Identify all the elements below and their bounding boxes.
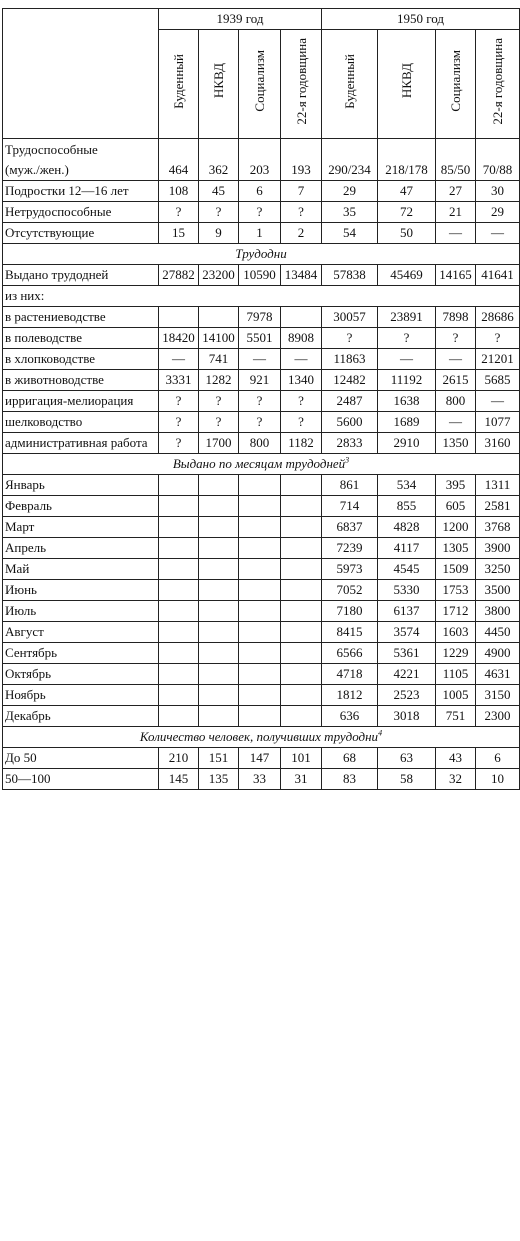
data-cell: 21201: [476, 349, 520, 370]
table-row: [3, 370, 520, 391]
data-cell: [199, 664, 239, 685]
data-cell: [281, 664, 322, 685]
row-label: Июль: [3, 601, 159, 622]
col-header: 22-я годовщина: [476, 30, 520, 139]
row-label: [3, 139, 159, 181]
row-label: ирригация-мелиорация: [3, 391, 159, 412]
data-cell: 290/234: [322, 139, 378, 181]
data-cell: ?: [159, 202, 199, 223]
data-cell: 23891: [378, 307, 436, 328]
data-cell: [281, 517, 322, 538]
data-cell: 29: [476, 202, 520, 223]
data-cell: [159, 559, 199, 580]
data-cell: 1200: [436, 517, 476, 538]
corner-cell: [3, 9, 159, 139]
row-label: Апрель: [3, 538, 159, 559]
table-row: [3, 769, 520, 790]
data-cell: —: [436, 412, 476, 433]
data-cell: [281, 496, 322, 517]
data-cell: 3250: [476, 559, 520, 580]
data-cell: ?: [281, 391, 322, 412]
data-cell: [159, 622, 199, 643]
section-title-text: Выдано по месяцам трудодней: [172, 456, 346, 471]
data-cell: 4450: [476, 622, 520, 643]
data-cell: 68: [322, 748, 378, 769]
data-cell: 6566: [322, 643, 378, 664]
row-label: в растениеводстве: [3, 307, 159, 328]
data-cell: 7239: [322, 538, 378, 559]
row-label: Январь: [3, 475, 159, 496]
data-cell: ?: [159, 391, 199, 412]
data-cell: 10: [476, 769, 520, 790]
data-cell: 14165: [436, 265, 476, 286]
data-cell: ?: [436, 328, 476, 349]
document-page: [2, 8, 520, 790]
table-row: [3, 706, 520, 727]
data-cell: 70/88: [476, 139, 520, 181]
data-cell: 3500: [476, 580, 520, 601]
data-cell: 41641: [476, 265, 520, 286]
data-cell: 741: [199, 349, 239, 370]
data-cell: 135: [199, 769, 239, 790]
data-cell: 28686: [476, 307, 520, 328]
data-cell: 605: [436, 496, 476, 517]
row-label: Август: [3, 622, 159, 643]
data-cell: [199, 706, 239, 727]
data-cell: [281, 685, 322, 706]
row-label: административная работа: [3, 433, 159, 454]
data-cell: 4117: [378, 538, 436, 559]
data-cell: 3768: [476, 517, 520, 538]
section-trudodni-row: [3, 244, 520, 265]
data-cell: 4718: [322, 664, 378, 685]
data-cell: [239, 538, 281, 559]
data-cell: 5600: [322, 412, 378, 433]
data-cell: 4631: [476, 664, 520, 685]
data-cell: 8908: [281, 328, 322, 349]
table-row: [3, 559, 520, 580]
data-cell: 5361: [378, 643, 436, 664]
data-cell: 636: [322, 706, 378, 727]
data-cell: [199, 475, 239, 496]
data-cell: [159, 538, 199, 559]
data-cell: 83: [322, 769, 378, 790]
data-cell: [239, 622, 281, 643]
data-cell: 63: [378, 748, 436, 769]
data-cell: 800: [239, 433, 281, 454]
data-cell: 45469: [378, 265, 436, 286]
table-body: [3, 139, 520, 790]
data-cell: 145: [159, 769, 199, 790]
data-cell: 1712: [436, 601, 476, 622]
data-cell: 362: [199, 139, 239, 181]
data-cell: [199, 643, 239, 664]
data-cell: [199, 496, 239, 517]
data-cell: [199, 538, 239, 559]
table-row: [3, 391, 520, 412]
data-cell: 7180: [322, 601, 378, 622]
data-cell: 4828: [378, 517, 436, 538]
table-row: [3, 349, 520, 370]
data-cell: 1603: [436, 622, 476, 643]
data-cell: 29: [322, 181, 378, 202]
data-cell: [199, 307, 239, 328]
table-row: [3, 475, 520, 496]
data-cell: [281, 475, 322, 496]
data-cell: —: [436, 349, 476, 370]
table-row: [3, 412, 520, 433]
data-cell: 27882: [159, 265, 199, 286]
year-1939-header: 1939 год: [159, 9, 322, 30]
data-cell: 33: [239, 769, 281, 790]
data-cell: 35: [322, 202, 378, 223]
data-cell: 23200: [199, 265, 239, 286]
data-cell: 72: [378, 202, 436, 223]
data-cell: 2615: [436, 370, 476, 391]
data-cell: ?: [239, 391, 281, 412]
data-cell: 6: [239, 181, 281, 202]
data-cell: [239, 643, 281, 664]
data-cell: 1340: [281, 370, 322, 391]
section-people-title: [3, 727, 520, 748]
data-cell: [159, 475, 199, 496]
row-label: Март: [3, 517, 159, 538]
data-cell: [159, 664, 199, 685]
data-cell: ?: [281, 412, 322, 433]
data-cell: [281, 307, 322, 328]
data-cell: 2487: [322, 391, 378, 412]
data-cell: 54: [322, 223, 378, 244]
section-title-text: Трудодни: [235, 246, 287, 261]
row-label: в полеводстве: [3, 328, 159, 349]
col-header: Буденный: [322, 30, 378, 139]
table-row: [3, 538, 520, 559]
data-cell: ?: [281, 202, 322, 223]
table-row: [3, 223, 520, 244]
data-cell: 10590: [239, 265, 281, 286]
data-cell: 3900: [476, 538, 520, 559]
table-row: [3, 139, 520, 181]
data-cell: 21: [436, 202, 476, 223]
data-cell: —: [281, 349, 322, 370]
data-cell: [199, 559, 239, 580]
data-cell: [199, 580, 239, 601]
col-header: 22-я годовщина: [281, 30, 322, 139]
section-months-row: [3, 454, 520, 475]
data-cell: 5685: [476, 370, 520, 391]
data-cell: ?: [239, 412, 281, 433]
data-cell: 1005: [436, 685, 476, 706]
footnote-marker: 4: [378, 728, 383, 738]
data-cell: [159, 601, 199, 622]
data-cell: [159, 517, 199, 538]
data-cell: 1812: [322, 685, 378, 706]
data-cell: 101: [281, 748, 322, 769]
row-label: До 50: [3, 748, 159, 769]
data-cell: 534: [378, 475, 436, 496]
data-cell: [281, 538, 322, 559]
row-label: в хлопководстве: [3, 349, 159, 370]
kolkhoz-data-table: [2, 8, 520, 790]
row-label: Подростки 12—16 лет: [3, 181, 159, 202]
row-label: 50—100: [3, 769, 159, 790]
row-label: Сентябрь: [3, 643, 159, 664]
data-cell: 1: [239, 223, 281, 244]
data-cell: ?: [476, 328, 520, 349]
data-cell: 395: [436, 475, 476, 496]
data-cell: —: [476, 223, 520, 244]
row-label-line: (муж./жен.): [5, 162, 69, 177]
data-cell: [159, 685, 199, 706]
data-cell: 1638: [378, 391, 436, 412]
section-title-text: Количество человек, получивших трудодни: [139, 729, 379, 744]
data-cell: 1229: [436, 643, 476, 664]
data-cell: 4221: [378, 664, 436, 685]
table-row: [3, 601, 520, 622]
data-cell: 751: [436, 706, 476, 727]
data-cell: [239, 517, 281, 538]
data-cell: [159, 307, 199, 328]
data-cell: 3150: [476, 685, 520, 706]
data-cell: 203: [239, 139, 281, 181]
section-people-row: [3, 727, 520, 748]
data-cell: 861: [322, 475, 378, 496]
row-label: из них:: [3, 286, 520, 307]
data-cell: [281, 601, 322, 622]
data-cell: 2833: [322, 433, 378, 454]
data-cell: 45: [199, 181, 239, 202]
data-cell: 18420: [159, 328, 199, 349]
data-cell: 1689: [378, 412, 436, 433]
data-cell: 1700: [199, 433, 239, 454]
data-cell: 2581: [476, 496, 520, 517]
data-cell: [239, 475, 281, 496]
data-cell: 4545: [378, 559, 436, 580]
table-row: [3, 181, 520, 202]
data-cell: 7052: [322, 580, 378, 601]
data-cell: 3800: [476, 601, 520, 622]
row-label: Нетрудоспособные: [3, 202, 159, 223]
data-cell: [239, 496, 281, 517]
row-label: Ноябрь: [3, 685, 159, 706]
table-row: [3, 664, 520, 685]
data-cell: 31: [281, 769, 322, 790]
data-cell: [281, 706, 322, 727]
data-cell: [239, 601, 281, 622]
data-cell: 2910: [378, 433, 436, 454]
col-header: Социализм: [239, 30, 281, 139]
section-months-title: [3, 454, 520, 475]
table-row: [3, 622, 520, 643]
row-label: Июнь: [3, 580, 159, 601]
data-cell: 193: [281, 139, 322, 181]
data-cell: ?: [159, 412, 199, 433]
data-cell: 7: [281, 181, 322, 202]
data-cell: 57838: [322, 265, 378, 286]
data-cell: 1305: [436, 538, 476, 559]
data-cell: [281, 580, 322, 601]
data-cell: 4900: [476, 643, 520, 664]
table-row: [3, 433, 520, 454]
data-cell: 210: [159, 748, 199, 769]
data-cell: ?: [378, 328, 436, 349]
data-cell: 1182: [281, 433, 322, 454]
data-cell: 1509: [436, 559, 476, 580]
data-cell: 15: [159, 223, 199, 244]
data-cell: 8415: [322, 622, 378, 643]
year-header-row: [3, 9, 520, 30]
row-label: Октябрь: [3, 664, 159, 685]
table-row: [3, 265, 520, 286]
data-cell: 3160: [476, 433, 520, 454]
data-cell: [159, 706, 199, 727]
data-cell: 3331: [159, 370, 199, 391]
data-cell: [199, 517, 239, 538]
data-cell: 1753: [436, 580, 476, 601]
data-cell: 1077: [476, 412, 520, 433]
row-label: Отсутствующие: [3, 223, 159, 244]
data-cell: 855: [378, 496, 436, 517]
row-label: Февраль: [3, 496, 159, 517]
data-cell: 13484: [281, 265, 322, 286]
row-label: Декабрь: [3, 706, 159, 727]
data-cell: 6: [476, 748, 520, 769]
col-header: Буденный: [159, 30, 199, 139]
data-cell: —: [436, 223, 476, 244]
data-cell: 27: [436, 181, 476, 202]
data-cell: —: [378, 349, 436, 370]
data-cell: [159, 643, 199, 664]
data-cell: ?: [159, 433, 199, 454]
col-header: Социализм: [436, 30, 476, 139]
data-cell: ?: [199, 412, 239, 433]
data-cell: [199, 622, 239, 643]
data-cell: —: [159, 349, 199, 370]
data-cell: 108: [159, 181, 199, 202]
data-cell: 5973: [322, 559, 378, 580]
row-label: шелководство: [3, 412, 159, 433]
data-cell: 151: [199, 748, 239, 769]
data-cell: 2: [281, 223, 322, 244]
row-label: Выдано трудодней: [3, 265, 159, 286]
row-label-line: Трудоспособные: [5, 142, 98, 157]
data-cell: 30: [476, 181, 520, 202]
table-row: [3, 643, 520, 664]
table-row: [3, 748, 520, 769]
data-cell: 85/50: [436, 139, 476, 181]
data-cell: 464: [159, 139, 199, 181]
section-trudodni-title: [3, 244, 520, 265]
data-cell: 2300: [476, 706, 520, 727]
row-label: Май: [3, 559, 159, 580]
data-cell: 43: [436, 748, 476, 769]
data-cell: 5501: [239, 328, 281, 349]
data-cell: ?: [322, 328, 378, 349]
data-cell: 3018: [378, 706, 436, 727]
data-cell: —: [239, 349, 281, 370]
data-cell: 1350: [436, 433, 476, 454]
data-cell: 32: [436, 769, 476, 790]
data-cell: 1311: [476, 475, 520, 496]
data-cell: [159, 580, 199, 601]
row-label: в животноводстве: [3, 370, 159, 391]
data-cell: 6137: [378, 601, 436, 622]
data-cell: 11192: [378, 370, 436, 391]
data-cell: ?: [239, 202, 281, 223]
data-cell: 6837: [322, 517, 378, 538]
data-cell: 47: [378, 181, 436, 202]
table-row: [3, 328, 520, 349]
data-cell: [199, 685, 239, 706]
data-cell: 30057: [322, 307, 378, 328]
data-cell: [281, 622, 322, 643]
table-row: [3, 580, 520, 601]
footnote-marker: 3: [345, 455, 350, 465]
data-cell: 11863: [322, 349, 378, 370]
data-cell: ?: [199, 391, 239, 412]
data-cell: 714: [322, 496, 378, 517]
table-row: [3, 202, 520, 223]
data-cell: [281, 643, 322, 664]
data-cell: 50: [378, 223, 436, 244]
data-cell: 1105: [436, 664, 476, 685]
data-cell: [239, 559, 281, 580]
col-header: НКВД: [378, 30, 436, 139]
data-cell: [239, 685, 281, 706]
data-cell: [239, 706, 281, 727]
year-1950-header: 1950 год: [322, 9, 520, 30]
col-header: НКВД: [199, 30, 239, 139]
data-cell: ?: [199, 202, 239, 223]
table-row: [3, 517, 520, 538]
data-cell: [239, 664, 281, 685]
table-row: [3, 685, 520, 706]
data-cell: [159, 496, 199, 517]
data-cell: 14100: [199, 328, 239, 349]
data-cell: 7978: [239, 307, 281, 328]
data-cell: 921: [239, 370, 281, 391]
data-cell: 2523: [378, 685, 436, 706]
data-cell: 1282: [199, 370, 239, 391]
data-cell: 5330: [378, 580, 436, 601]
data-cell: 58: [378, 769, 436, 790]
table-row: [3, 496, 520, 517]
data-cell: 7898: [436, 307, 476, 328]
data-cell: 218/178: [378, 139, 436, 181]
table-row: [3, 307, 520, 328]
table-row: [3, 286, 520, 307]
data-cell: [199, 601, 239, 622]
data-cell: [239, 580, 281, 601]
data-cell: —: [476, 391, 520, 412]
data-cell: 800: [436, 391, 476, 412]
data-cell: 9: [199, 223, 239, 244]
data-cell: 3574: [378, 622, 436, 643]
data-cell: 147: [239, 748, 281, 769]
data-cell: [281, 559, 322, 580]
data-cell: 12482: [322, 370, 378, 391]
